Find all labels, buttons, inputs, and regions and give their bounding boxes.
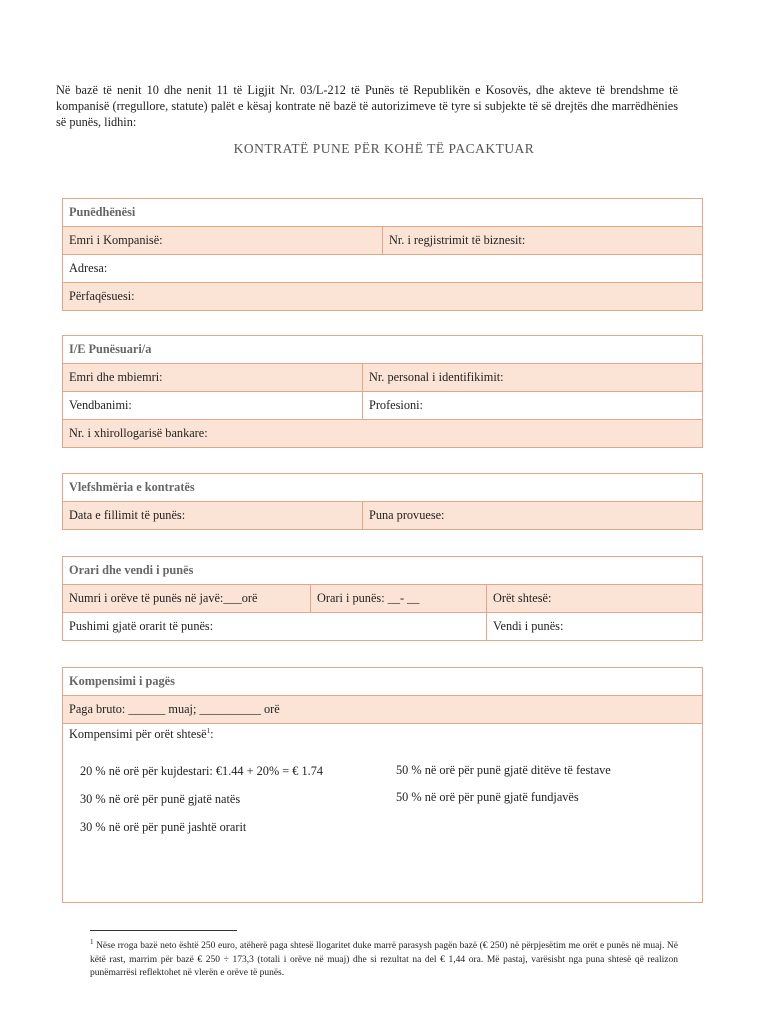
rate-standby: 20 % në orë për kujdestari: €1.44 + 20% = € 1.74 (80, 764, 324, 778)
work-place-field[interactable]: Vendi i punës: (486, 613, 702, 640)
company-name-field[interactable]: Emri i Kompanisë: (69, 233, 163, 247)
validity-heading: Vlefshmëria e kontratës (69, 480, 195, 494)
start-date-field[interactable]: Data e fillimit të punës: (69, 508, 186, 522)
overtime-compensation-label: Kompensimi për orët shtesë$^1$: (69, 727, 214, 742)
representative-field[interactable]: Përfaqësuesi: (69, 289, 135, 303)
business-reg-field[interactable]: Nr. i regjistrimit të biznesit: (382, 227, 702, 254)
profession-field[interactable]: Profesioni: (362, 392, 702, 419)
employee-section (62, 335, 703, 448)
employer-section (62, 198, 703, 311)
bank-account-field[interactable]: Nr. i xhirollogarisë bankare: (69, 426, 208, 440)
validity-section (62, 473, 703, 530)
overtime-field[interactable]: Orët shtesë: (486, 585, 702, 612)
compensation-heading: Kompensimi i pagës (69, 674, 175, 688)
rate-after-hours: 30 % në orë për punë jashtë orarit (80, 820, 247, 834)
address-field[interactable]: Adresa: (69, 261, 108, 275)
trial-period-field[interactable]: Puna provuese: (362, 502, 702, 529)
schedule-heading: Orari dhe vendi i punës (69, 563, 194, 577)
employee-heading: I/E Punësuari/a (69, 342, 152, 356)
footnote: $^1$ Nëse rroga bazë neto është 250 euro, atëherë paga shtesë llogaritet duke marrë parasysh pagën bazë (€ 250) në përpjesëtim me orët e punës në muaj. Në këtë rast, marrim për bazë € 250 ÷ 173,3 (totali i orëve në muaj) dhe si rezultat na del € 1,44 ora. Më pastaj, varësisht nga puna shtesë që realizon punëmarrësi reflektohet në vlerën e orëve të punës. (90, 938, 678, 979)
compensation-section (62, 667, 703, 903)
employer-heading: Punëdhënësi (69, 205, 136, 219)
residence-field[interactable]: Vendbanimi: (69, 398, 132, 412)
intro-paragraph: Në bazë të nenit 10 dhe nenit 11 të Ligjit Nr. 03/L-212 të Punës të Republikën e Kosovës, dhe akteve të brendshme të kompanisë (rregullore, statute) palët e kësaj kontrate në bazë të autorizimeve të tyre si subjekte të së drejtës dhe marrëdhënies së punës, lidhin: (56, 83, 678, 129)
weekly-hours-field[interactable]: Numri i orëve të punës në javë:___orë (69, 591, 258, 605)
full-name-field[interactable]: Emri dhe mbiemri: (69, 370, 163, 384)
footnote-ref: 1 (206, 727, 211, 735)
gross-pay-field[interactable]: Paga bruto: ______ muaj; __________ orë (69, 702, 280, 716)
document-title: KONTRATË PUNE PËR KOHË TË PACAKTUAR (233, 141, 535, 156)
rate-holidays: 50 % në orë për punë gjatë ditëve të festave (396, 763, 611, 777)
rate-weekend: 50 % në orë për punë gjatë fundjavës (396, 790, 579, 804)
overtime-compensation-body (63, 723, 702, 902)
footnote-divider (90, 930, 237, 931)
personal-id-field[interactable]: Nr. personal i identifikimit: (362, 364, 702, 391)
work-time-field[interactable]: Orari i punës: __- __ (310, 585, 486, 612)
rate-night: 30 % në orë për punë gjatë natës (80, 792, 241, 806)
break-field[interactable]: Pushimi gjatë orarit të punës: (69, 619, 214, 633)
schedule-section (62, 556, 703, 641)
